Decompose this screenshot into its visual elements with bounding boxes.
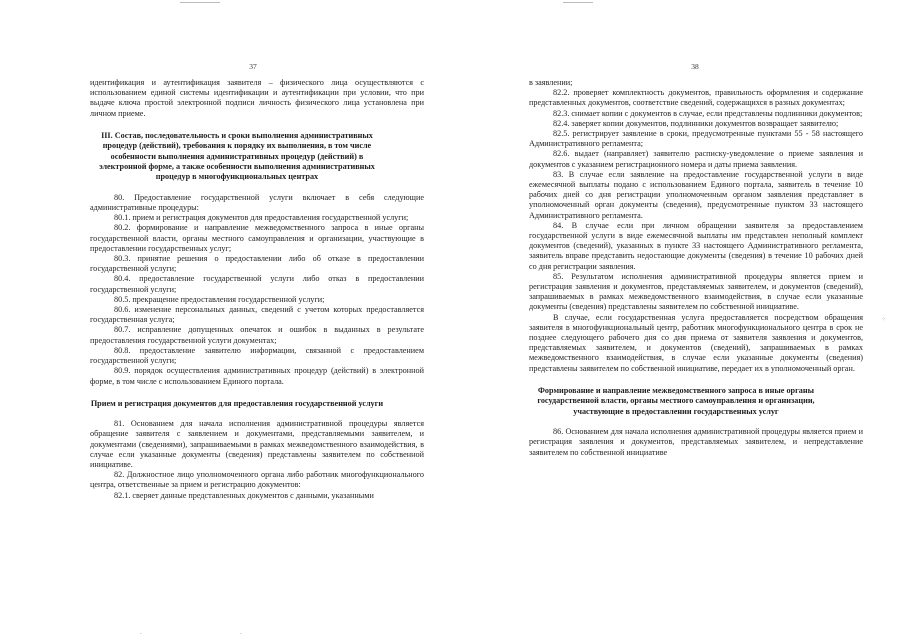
list-item: 80.1. прием и регистрация документов для предоставления государственной услуги; (114, 213, 409, 223)
list-item: 82.2. проверяет комплектность документов, правильность оформления и содержание представленных документов, соответствие сведений, содержащихся в разных документах; (529, 88, 863, 108)
list-item: 80.6. изменение персональных данных, сведений с учетом которых предоставляется государственная услуга; (90, 305, 424, 325)
paragraph: 81. Основанием для начала исполнения административной процедуры является обращение заявителя с заявлением и документами, представляемыми заявителем, и документами (сведениями), запрашиваемыми в рамках межведомственного взаимодействия, в случае если указанные документы (сведения) представлены заявителем по собственной инициативе. (90, 419, 424, 469)
section-heading: Формирование и направление межведомственного запроса в иные органы государственной власти, органы местного самоуправления и организации, участвующие в предоставлении государственных услуг (537, 385, 815, 416)
list-item: 80.7. исправление допущенных опечаток и ошибок в выданных в результате предоставления государственной услуги документах; (90, 325, 424, 345)
paragraph: 80. Предоставление государственной услуги включает в себя следующие административные процедуры: (90, 192, 424, 213)
list-item: 80.9. порядок осуществления административных процедур (действий) в электронной форме, в том числе с использованием Единого портала. (90, 366, 424, 386)
section-heading: III. Состав, последовательность и сроки выполнения административных процедур (действий), требования к порядку их выполнения, в том числе особенности выполнения административных процедур (действий) в электронной форме, а также особенности выполнения административных процедур в многофункциональных центрах (99, 130, 375, 182)
left-page-text (90, 78, 424, 501)
paragraph: 83. В случае если заявление на предоставление государственной услуги в виде ежемесячной выплаты подано с использованием Единого портала, заявитель в течение 10 рабочих дней со дня регистрации уполномоченным органом заявления представляет в уполномоченный орган документы (сведения), предусмотренные пунктом 33 настоящего Административного регламента. (529, 169, 863, 220)
left-page (0, 0, 452, 640)
list-item: 80.2. формирование и направление межведомственного запроса в иные органы государственной власти, органы местного самоуправления и организации, участвующие в предоставлении государственных услуг; (90, 223, 424, 253)
paragraph: 86. Основанием для начала исполнения административной процедуры является прием и регистрация заявления и документов, представляемых заявителем, и непредставление заявителем по собственной инициативе (529, 427, 863, 457)
paragraph: в заявлении; (529, 78, 573, 87)
list-item: 82.4. заверяет копии документов, подлинники документов возвращает заявителю; (553, 118, 839, 128)
paragraph: 84. В случае если при личном обращении заявителя за предоставлением государственной услуги в виде ежемесячной выплаты им представлен неполный комплект документов (сведений), указанных в пункте 33 настоящего Административного регламента, заявитель вправе представить недостающие документы (сведения) в течение 10 рабочих дней со дня регистрации заявления. (529, 220, 863, 271)
scan-artifact: ⁘ (881, 317, 887, 323)
paragraph: В случае, если государственная услуга предоставляется посредством обращения заявителя в многофункциональный центр, работник многофункционального центра в срок не позднее следующего рабочего дня со дня приема от заявителя заявления и документов, представляемых заявителем, и документов (сведений), запрашиваемых в рамках межведомственного взаимодействия, в случае если указанные документы (сведения) представлены заявителем по собственной инициативе, передает их в уполномоченный орган. (529, 312, 863, 373)
page-number: 38 (691, 62, 699, 71)
scan-edge-line (563, 2, 593, 3)
scan-artifact: . (140, 628, 142, 636)
page-number: 37 (249, 62, 257, 71)
paragraph: идентификация и аутентификация заявителя – физического лица осуществляются с использованием единой системы идентификации и аутентификации при условии, что при выдаче ключа простой электронной подписи личность физического лица установлена при личном приеме. (90, 78, 424, 118)
paragraph: 82.1. сверяет данные представленных документов с данными, указанными (114, 490, 374, 500)
list-item: 80.5. прекращение предоставления государственной услуги; (114, 294, 325, 304)
list-item: 82.5. регистрирует заявление в сроки, предусмотренные пунктами 55 - 58 настоящего Административного регламента; (529, 129, 863, 149)
right-page-text (529, 78, 863, 458)
list-item: 80.4. предоставление государственной услуги либо отказ в предоставлении государственной услуги; (90, 274, 424, 294)
list-item: 82.6. выдает (направляет) заявителю расписку-уведомление о приеме заявления и документов с указанием регистрационного номера и даты приема заявления. (529, 149, 863, 169)
right-page (453, 0, 905, 640)
list-item: 80.3. принятие решения о предоставлении либо об отказе в предоставлении государственной услуги; (90, 254, 424, 274)
paragraph: 85. Результатом исполнения административной процедуры является прием и регистрация заявления и документов, представляемых заявителем, и документов (сведений), запрашиваемых в рамках межведомственного взаимодействия, в случае если указанные документы (сведения) представлены заявителем по собственной инициативе. (529, 271, 863, 312)
scan-edge-line (180, 2, 220, 3)
list-item: 80.8. предоставление заявителю информации, связанной с предоставлением государственной услуги; (90, 345, 424, 366)
paragraph: 82. Должностное лицо уполномоченного органа либо работник многофункционального центра, ответственные за прием и регистрацию документов: (90, 470, 424, 490)
section-heading: Прием и регистрация документов для предоставления государственной услуги (90, 398, 384, 408)
scan-artifact: . (240, 628, 242, 636)
list-item: 82.3. снимает копии с документов в случае, если представлены подлинники документов; (553, 108, 863, 118)
